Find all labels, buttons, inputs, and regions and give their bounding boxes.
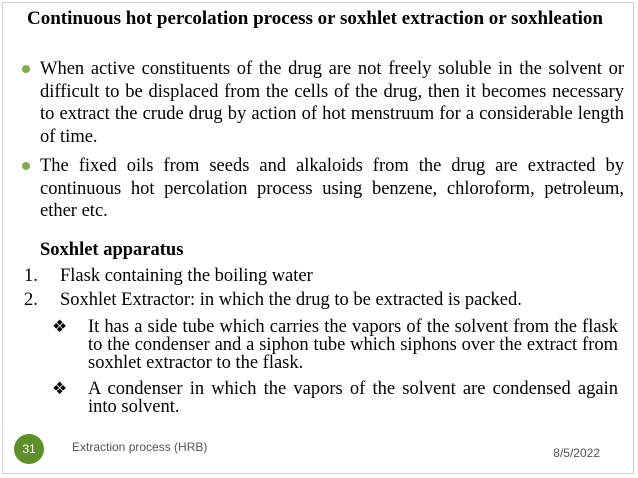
slide-title: Continuous hot percolation process or soxhlet extraction or soxhleation — [27, 8, 603, 29]
bullet-text: The fixed oils from seeds and alkaloids from the drug are extracted by continuous hot percolation process using benzene, chloroform, petroleum, ether etc. — [40, 156, 624, 221]
subheading: Soxhlet apparatus — [40, 240, 184, 260]
bullet-item — [22, 155, 624, 223]
item-number: 2. — [24, 290, 38, 310]
bullet-dot-icon — [22, 65, 30, 73]
item-text: Flask containing the boiling water — [60, 266, 313, 286]
diamond-bullet-icon: ❖ — [52, 379, 68, 398]
sub-bullet-text: It has a side tube which carries the vapors of the solvent from the flask to the condenser and a siphon tube which siphons over the extract from soxhlet extractor to the flask. — [88, 317, 618, 373]
sub-bullet-item — [52, 318, 618, 372]
item-text: Soxhlet Extractor: in which the drug to be extracted is packed. — [60, 290, 522, 310]
footer-title: Extraction process (HRB) — [72, 440, 208, 454]
numbered-item — [24, 289, 624, 311]
slide-footer — [0, 432, 638, 468]
footer-date: 8/5/2022 — [553, 446, 600, 460]
bullet-text: When active constituents of the drug are not freely soluble in the solvent or difficult to be displaced from the cells of the drug, then it becomes necessary to extract the crude drug by action of hot menstruum for a considerable length of time. — [40, 59, 624, 147]
diamond-bullet-icon: ❖ — [52, 317, 68, 336]
bullet-list — [22, 58, 624, 230]
numbered-item — [24, 265, 624, 287]
sub-bullet-item — [52, 380, 618, 416]
bullet-item — [22, 58, 624, 148]
sub-bullet-list — [52, 318, 618, 424]
sub-bullet-text: A condenser in which the vapors of the solvent are condensed again into solvent. — [88, 379, 618, 417]
page-number-badge: 31 — [14, 434, 44, 464]
item-number: 1. — [24, 266, 38, 286]
bullet-dot-icon — [22, 162, 30, 170]
numbered-list — [24, 265, 624, 313]
